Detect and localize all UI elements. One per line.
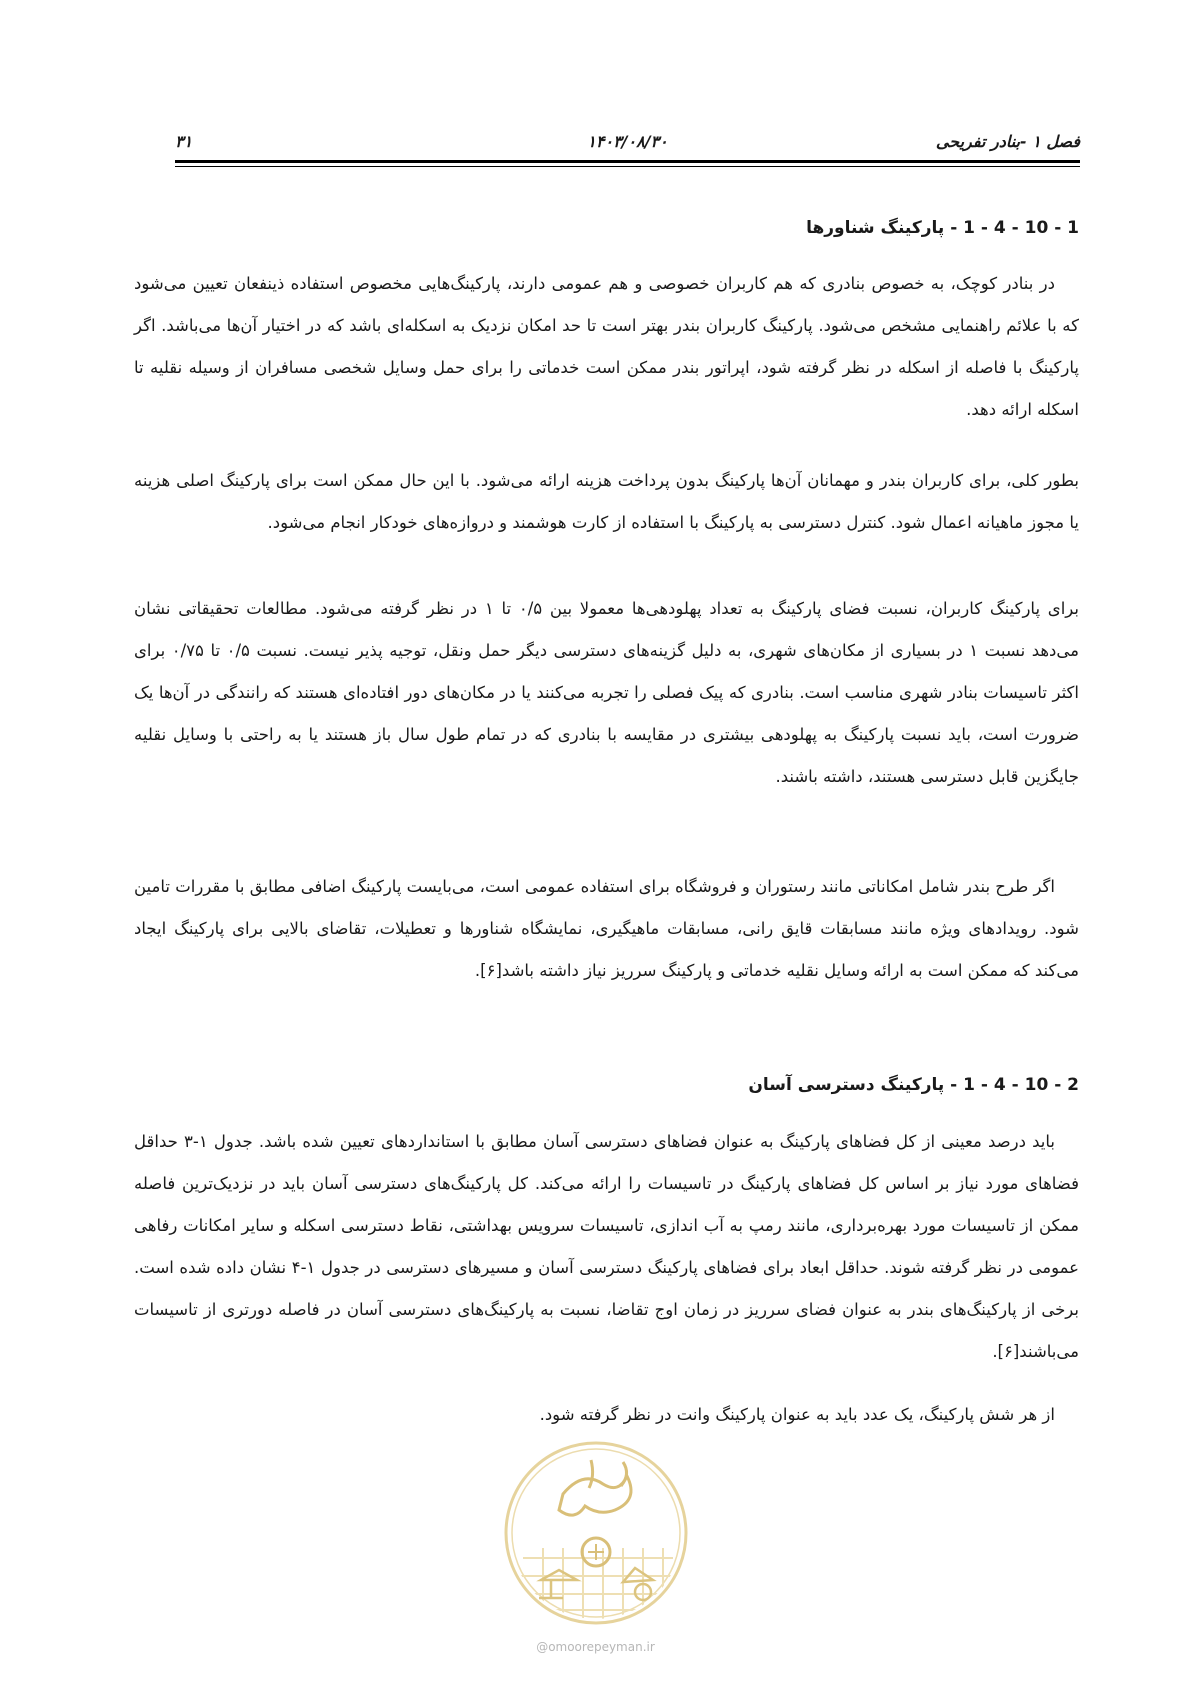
header-rule-thick xyxy=(175,160,1080,163)
paragraph: اگر طرح بندر شامل امکاناتی مانند رستوران و فروشگاه برای استفاده عمومی است، می‌بایست پارکینگ اضافی مطابق با مقررات تامین شود. رویدادهای ویژه مانند مسابقات قایق رانی، مسابقات ماهیگیری، نمایشگاه شناورها و تعطیلات، تقاضای بالایی برای پارکینگ ایجاد می‌کند که ممکن است به ارائه وسایل نقلیه خدماتی و پارکینگ سرریز نیاز داشته باشد[۶]. xyxy=(134,877,1079,980)
paragraph: باید درصد معینی از کل فضاهای پارکینگ به عنوان فضاهای دسترسی آسان مطابق با استانداردهای تعیین شده باشد. جدول ۱-۳ حداقل فضاهای مورد نیاز بر اساس کل فضاهای پارکینگ در تاسیسات را ارائه می‌کند. کل پارکینگ‌های دسترسی آسان باید در نزدیک‌ترین فاصله ممکن از تاسیسات مورد بهره‌برداری، مانند رمپ به آب اندازی، تاسیسات سرویس بهداشتی، نقاط دسترسی اسکله و سایر امکانات رفاهی عمومی در نظر گرفته شوند. حداقل ابعاد برای فضاهای پارکینگ دسترسی آسان و مسیرهای دسترسی در جدول ۱-۴ نشان داده شده است. برخی از پارکینگ‌های بندر به عنوان فضای سرریز در زمان اوج تقاضا، نسبت به پارکینگ‌های دسترسی آسان در فاصله دورتری از تاسیسات می‌باشند[۶]. xyxy=(134,1132,1079,1361)
header-date: ۱۴۰۳/۰۸/۳۰ xyxy=(587,132,668,151)
section-number: 1 - 4 - 10 - 2 xyxy=(963,1075,1079,1095)
running-header xyxy=(175,128,1080,160)
paragraph: از هر شش پارکینگ، یک عدد باید به عنوان پارکینگ وانت در نظر گرفته شود. xyxy=(539,1405,1055,1424)
watermark-seal-logo xyxy=(503,1440,689,1626)
section-title: - پارکینگ دسترسی آسان xyxy=(748,1075,964,1095)
chapter-title: فصل ۱ -بنادر تفریحی xyxy=(935,132,1080,151)
watermark-url: @omoorepeyman.ir xyxy=(536,1640,655,1654)
section-number: 1 - 4 - 10 - 1 xyxy=(963,218,1079,238)
paragraph: بطور کلی، برای کاربران بندر و مهمانان آن‌ها پارکینگ بدون پرداخت هزینه ارائه می‌شود. با این حال ممکن است برای پارکینگ اصلی هزینه یا مجوز ماهیانه اعمال شود. کنترل دسترسی به پارکینگ با استفاده از کارت هوشمند و دروازه‌های خودکار انجام می‌شود. xyxy=(134,471,1079,532)
section-heading xyxy=(748,1075,1079,1095)
page-number: ۳۱ xyxy=(175,132,193,151)
header-rule-thin xyxy=(175,166,1080,167)
paragraph: در بنادر کوچک، به خصوص بنادری که هم کاربران خصوصی و هم عمومی دارند، پارکینگ‌هایی مخصوص استفاده ذینفعان تعیین می‌شود که با علائم راهنمایی مشخص می‌شود. پارکینگ کاربران بندر بهتر است تا حد امکان نزدیک به اسکله‌ای باشد که در اختیار آن‌ها می‌باشد. اگر پارکینگ با فاصله از اسکله در نظر گرفته شود، اپراتور بندر ممکن است خدماتی را برای حمل وسایل شخصی مسافران از وسیله نقلیه تا اسکله ارائه دهد. xyxy=(134,274,1079,419)
paragraph: برای پارکینگ کاربران، نسبت فضای پارکینگ به تعداد پهلودهی‌ها معمولا بین ۰/۵ تا ۱ در نظر گرفته می‌شود. مطالعات تحقیقاتی نشان می‌دهد نسبت ۱ در بسیاری از مکان‌های شهری، به دلیل گزینه‌های دسترسی دیگر حمل ونقل، توجیه پذیر نیست. نسبت ۰/۵ تا ۰/۷۵ برای اکثر تاسیسات بنادر شهری مناسب است. بنادری که پیک فصلی را تجربه می‌کنند یا در مکان‌های دور افتاده‌ای هستند که رانندگی در آن‌ها یک ضرورت است، باید نسبت پارکینگ به پهلودهی بیشتری در مقایسه با بنادری که در تمام طول سال باز هستند یا به راحتی با وسایل نقلیه جایگزین قابل دسترسی هستند، داشته باشند. xyxy=(134,599,1079,786)
section-title: - پارکینگ شناورها xyxy=(806,218,964,238)
section-heading xyxy=(806,218,1079,238)
